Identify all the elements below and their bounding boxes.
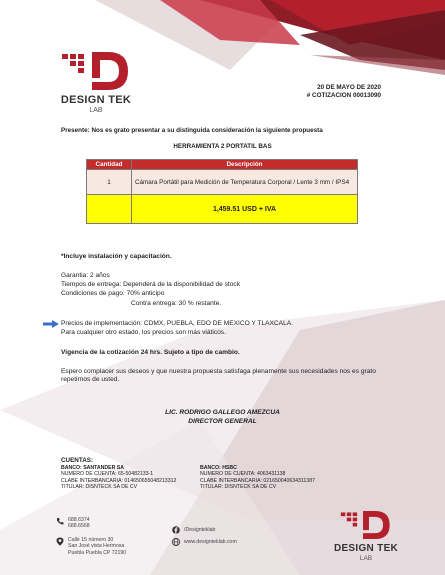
phone-1: 688.6374: [68, 517, 90, 523]
closing-text: Espero complacer sus deseos y que nuestra propuesta satisfaga plenamente sus necesidades nos es grato repetirnos de usted.: [61, 368, 376, 384]
clabe-left: CLABE INTERBANCARIA: 014650655048213312: [61, 477, 177, 484]
signature-name: LIC. RODRIGO GALLEGO AMEZCUA: [165, 409, 280, 416]
validity-text: Vigencia de la cotización 24 hrs. Sujeto a tipo de cambio.: [61, 349, 240, 356]
address: [68, 537, 126, 556]
quote-number: # COTIZACION 00013090: [306, 92, 381, 99]
logo-mark-icon: [56, 48, 136, 94]
product-title: HERRAMIENTA 2 PORTATIL BAS: [173, 143, 272, 150]
facebook-handle[interactable]: /Designteklab: [184, 527, 216, 533]
holder-left: TITULAR: DISNTECK SA DE CV: [61, 484, 138, 491]
warranty-text: Garantia: 2 años: [61, 272, 110, 279]
facebook-icon: [172, 526, 180, 534]
table-header-row: [87, 160, 358, 170]
brand-logo: [56, 48, 136, 120]
holder-right: TITULAR: DISNTECK SA DE CV: [200, 484, 277, 491]
address-line-1: Calle 15 número 30: [68, 537, 114, 543]
phone-numbers: [68, 517, 90, 530]
footer-logo-sub: LAB: [359, 555, 373, 562]
price-cell: 1,459.51 USD + IVA: [132, 195, 358, 224]
account-left: [61, 465, 176, 491]
arrow-icon: [43, 320, 59, 328]
delivery-text: Tiempos de entrega: Dependerá de la disponibilidad de stock: [61, 281, 241, 288]
signature-role: DIRECTOR GENERAL: [188, 418, 257, 425]
table-row: [87, 170, 358, 195]
phone-icon: [56, 517, 64, 525]
accounts-title: CUENTAS:: [61, 457, 94, 464]
address-line-3: Puebla Puebla CP 72190: [68, 549, 127, 556]
location-icon: [56, 537, 64, 546]
intro-text: Presente: Nos es grato presentar a su distinguida consideración la siguiente propuesta: [61, 127, 323, 134]
footer-logo: [330, 508, 402, 568]
includes-note: *Incluye instalación y capacitación.: [61, 253, 172, 260]
account-number-right: NUMERO DE CUENTA: 4063431138: [200, 471, 286, 478]
logo-sub: LAB: [89, 107, 103, 114]
account-number-left: NUMERO DE CUENTA: 65-50482133-1: [61, 471, 154, 478]
bank-right: BANCO: HSBC: [200, 465, 237, 471]
payment-text-2: Contra entrega: 30 % restante.: [131, 300, 222, 307]
logo-name: DESIGN TEK: [60, 94, 132, 106]
account-right: [200, 465, 315, 491]
website-link[interactable]: www.designteklab.com: [184, 539, 237, 545]
address-line-2: San José vista Hermosa: [68, 543, 125, 550]
web-icon: [172, 538, 180, 546]
footer-logo-name: DESIGN TEK: [333, 543, 399, 554]
qty-cell: 1: [87, 170, 132, 195]
desc-cell: Cámara Portátil para Medición de Temperatura Corporal / Lente 3 mm / IPS4: [132, 170, 358, 195]
price-row: [87, 195, 358, 224]
phone-2: 688.6568: [68, 523, 90, 530]
col-desc-header: Descripción: [132, 160, 358, 170]
footer-logo-mark-icon: [330, 508, 402, 542]
col-qty-header: Cantidad: [87, 160, 132, 170]
price-empty-cell: [87, 195, 132, 224]
clabe-right: CLABE INTERBANCARIA: 021650040634311387: [200, 477, 315, 484]
payment-text: Condiciones de pago: 70% anticipo: [61, 290, 165, 297]
other-states-text: Para cualquier otro estado, los precios son más viáticos.: [61, 329, 226, 336]
quote-table: [86, 159, 358, 224]
quote-date: 20 DE MAYO DE 2020: [317, 84, 381, 91]
bank-left: BANCO: SANTANDER SA: [61, 465, 125, 471]
prices-impl-text: Precios de implementación: CDMX, PUEBLA, EDO DE MEXICO Y TLAXCALA.: [61, 320, 293, 327]
